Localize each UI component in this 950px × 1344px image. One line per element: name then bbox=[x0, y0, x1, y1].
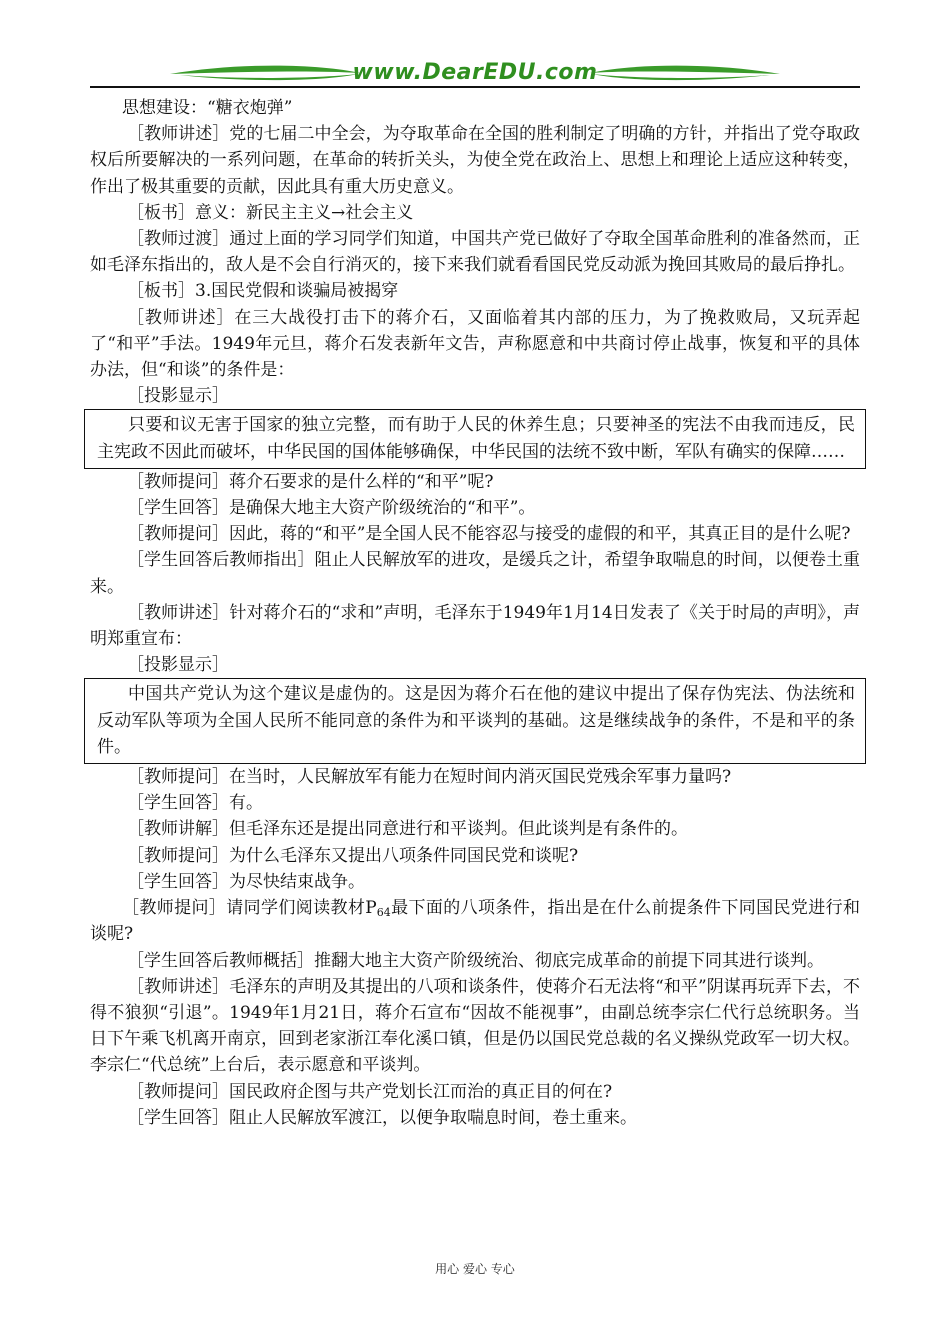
text-segment: ［教师提问］请同学们阅读教材P bbox=[122, 898, 377, 919]
paragraph: 思想建设：“糖衣炮弹” bbox=[122, 98, 293, 118]
paragraph: ［教师提问］因此，蒋的“和平”是全国人民不能容忍与接受的虚假的和平，其真正目的是什么呢? bbox=[127, 524, 851, 545]
paragraph: ［投影显示］ bbox=[127, 655, 229, 676]
paragraph: ［学生回答后教师指出］阻止人民解放军的进攻，是缓兵之计，希望争取喘息的时间，以便卷土重来。 bbox=[90, 550, 860, 597]
paragraph: ［教师提问］国民政府企图与共产党划长江而治的真正目的何在? bbox=[127, 1081, 613, 1102]
paragraph: ［学生回答］是确保大地主大资产阶级统治的“和平”。 bbox=[127, 498, 536, 519]
quote-text: 中国共产党认为这个建议是虚伪的。这是因为蒋介石在他的建议中提出了保存伪宪法、伪法统和反动军队等项为全国人民所不能同意的条件为和平谈判的基础。这是继续战争的条件，不是和平的条件。 bbox=[97, 684, 855, 757]
paragraph: ［教师讲述］毛泽东的声明及其提出的八项和谈条件，使蒋介石无法将“和平”阴谋再玩弄下去，不得不狼狈“引退”。1949年1月21日，蒋介石宣布“因故不能视事”，由副总统李宗仁代行总统职务。当日下午乘飞机离开南京，回到老家浙江奉化溪口镇，但是仍以国民党总裁的名义操纵党政军一切大权。李宗仁“代总统”上台后，表示愿意和平谈判。 bbox=[90, 976, 860, 1076]
quote-text: 只要和议无害于国家的独立完整，而有助于人民的休养生息；只要神圣的宪法不由我而违反，民主宪政不因此而破坏，中华民国的国体能够确保，中华民国的法统不致中断，军队有确实的保障…… bbox=[97, 415, 855, 462]
paragraph: ［教师讲述］党的七届二中全会，为夺取革命在全国的胜利制定了明确的方针，并指出了党夺取政权后所要解决的一系列问题，在革命的转折关头，为使全党在政治上、思想上和理论上适应这种转变，作出了极其重要的贡献，因此具有重大历史意义。 bbox=[90, 124, 860, 197]
document-body bbox=[90, 95, 860, 1131]
page-header bbox=[90, 58, 860, 90]
paragraph: ［学生回答］阻止人民解放军渡江，以便争取喘息时间，卷土重来。 bbox=[127, 1107, 637, 1128]
paragraph: ［学生回答］有。 bbox=[127, 793, 263, 814]
paragraph: ［学生回答］为尽快结束战争。 bbox=[127, 871, 365, 892]
header-divider bbox=[90, 86, 860, 88]
page-subscript: 64 bbox=[376, 906, 391, 920]
paragraph: ［教师提问］为什么毛泽东又提出八项条件同国民党和谈呢? bbox=[127, 845, 579, 866]
page-footer: 用心 爱心 专心 bbox=[435, 1262, 515, 1276]
text-segment: 最下面的八项条件，指出是在什么前提条件下同国民党进行和谈呢? bbox=[90, 898, 860, 945]
paragraph: ［板书］3.国民党假和谈骗局被揭穿 bbox=[127, 281, 399, 302]
projection-box bbox=[84, 409, 866, 468]
paragraph bbox=[90, 895, 860, 947]
site-logo: www.DearEDU.com bbox=[352, 60, 598, 85]
paragraph: ［教师讲述］在三大战役打击下的蒋介石，又面临着其内部的压力，为了挽救败局，又玩弄起了“和平”手法。1949年元旦，蒋介石发表新年文告，声称愿意和中共商讨停止战事，恢复和平的具体办法，但“和谈”的条件是： bbox=[90, 307, 860, 381]
paragraph: ［教师提问］在当时，人民解放军有能力在短时间内消灭国民党残余军事力量吗? bbox=[127, 767, 732, 788]
paragraph: ［教师提问］蒋介石要求的是什么样的“和平”呢? bbox=[127, 471, 494, 492]
paragraph: ［教师讲述］针对蒋介石的“求和”声明，毛泽东于1949年1月14日发表了《关于时局的声明》，声明郑重宣布： bbox=[90, 602, 860, 650]
paragraph: ［教师讲解］但毛泽东还是提出同意进行和平谈判。但此谈判是有条件的。 bbox=[127, 819, 688, 840]
paragraph: ［投影显示］ bbox=[127, 386, 229, 407]
projection-box bbox=[84, 678, 866, 764]
paragraph: ［教师过渡］通过上面的学习同学们知道，中国共产党已做好了夺取全国革命胜利的准备然而，正如毛泽东指出的，敌人是不会自行消灭的，接下来我们就看看国民党反动派为挽回其败局的最后挣扎。 bbox=[90, 229, 860, 276]
paragraph: ［学生回答后教师概括］推翻大地主大资产阶级统治、彻底完成革命的前提下同其进行谈判。 bbox=[127, 950, 824, 971]
paragraph: ［板书］意义：新民主主义→社会主义 bbox=[127, 202, 414, 223]
